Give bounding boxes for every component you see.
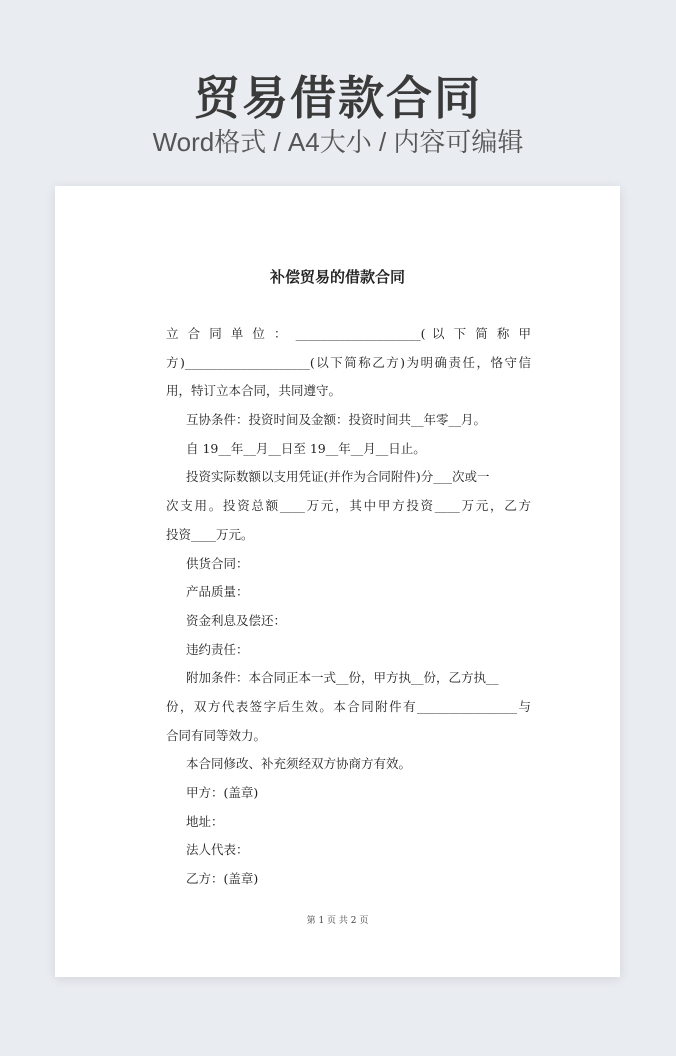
paragraph-line: 资金利息及偿还： [186,612,287,628]
paragraph-line: 方)____________________(以下简称乙方)为明确责任，恪守信 [166,354,531,370]
paragraph-line: 合同有同等效力。 [166,727,267,743]
page-footer: 第 1 页 共 2 页 [306,916,369,926]
paragraph-line: 份，双方代表签字后生效。本合同附件有________________与 [166,698,531,714]
paragraph-line: 产品质量： [186,584,249,600]
document-page [55,186,620,977]
paragraph-line: 本合同修改、补充须经双方协商方有效。 [186,756,412,772]
hero-subtitle: Word格式 / A4大小 / 内容可编辑 [152,127,524,157]
hero-title: 贸易借款合同 [194,71,482,125]
legal-representative-label: 法人代表： [186,842,249,858]
paragraph-line: 附加条件：本合同正本一式__份，甲方执__份，乙方执__ [186,670,499,686]
paragraph-line: 用，特订立本合同，共同遵守。 [166,383,342,399]
paragraph-line: 投资实际数额以支用凭证(并作为合同附件)分___次或一 [186,469,490,485]
paragraph-line: 立 合 同 单 位 ： ____________________( 以 下 简 称 甲 [166,326,531,341]
paragraph-line: 互协条件：投资时间及金额：投资时间共__年零__月。 [186,412,487,428]
paragraph-line: 次支用。投资总额____万元，其中甲方投资____万元，乙方 [166,498,531,514]
address-label: 地址： [186,813,224,829]
document-body [166,320,531,894]
signature-party-b: 乙方：(盖章) [186,871,259,887]
signature-party-a: 甲方：(盖章) [186,785,259,800]
paragraph-line: 投资____万元。 [166,526,254,542]
paragraph-line: 供货合同： [186,555,249,571]
paragraph-line: 违约责任： [186,641,249,657]
document-title: 补偿贸易的借款合同 [269,268,405,286]
paragraph-line: 自 19__年__月__日至 19__年__月__日止。 [186,440,426,456]
